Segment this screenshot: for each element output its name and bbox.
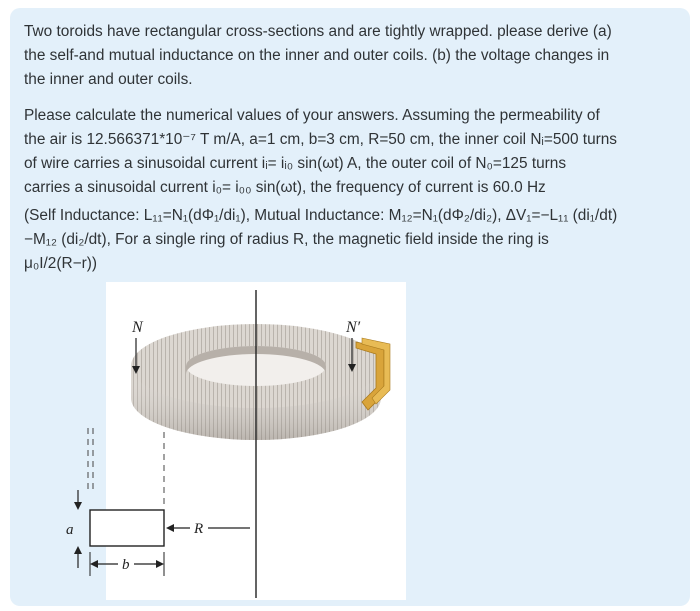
text-line: μ₀I/2(R−r)) (24, 255, 97, 272)
text-line: the self-and mutual inductance on the inner and outer coils. (b) the voltage changes in (24, 47, 610, 64)
text-line: Please calculate the numerical values of your answers. Assuming the permeability of (24, 107, 600, 124)
text-line: the inner and outer coils. (24, 71, 193, 88)
toroid-figure (66, 282, 406, 600)
question-card (10, 8, 690, 606)
label-R: R (194, 521, 204, 537)
question-paragraph-2 (24, 104, 676, 200)
text-line: of wire carries a sinusoidal current iᵢ= iᵢ₀ sin(ωt) A, the outer coil of N₀=125 turns (24, 155, 567, 172)
label-b: b (122, 557, 130, 573)
label-a: a (66, 522, 74, 538)
text-line: −M₁₂ (di₂/dt), For a single ring of radius R, the magnetic field inside the ring is (24, 231, 549, 248)
toroid-diagram (66, 282, 406, 600)
text-line: carries a sinusoidal current i₀= i₀₀ sin(ωt), the frequency of current is 60.0 Hz (24, 179, 546, 196)
text-line: the air is 12.566371*10⁻⁷ T m/A, a=1 cm, b=3 cm, R=50 cm, the inner coil Nᵢ=500 turns (24, 131, 618, 148)
label-N-prime: N′ (346, 319, 361, 336)
label-N: N (132, 319, 143, 336)
question-paragraph-3 (24, 204, 676, 276)
text-line: Two toroids have rectangular cross-sections and are tightly wrapped. please derive (a) (24, 23, 612, 40)
text-line: (Self Inductance: L₁₁=N₁(dΦ₁/di₁), Mutual Inductance: M₁₂=N₁(dΦ₂/di₂), ΔV₁=−L₁₁ (di₁/dt) (24, 207, 618, 224)
cross-section-rect (90, 510, 164, 546)
question-paragraph-1 (24, 20, 676, 92)
